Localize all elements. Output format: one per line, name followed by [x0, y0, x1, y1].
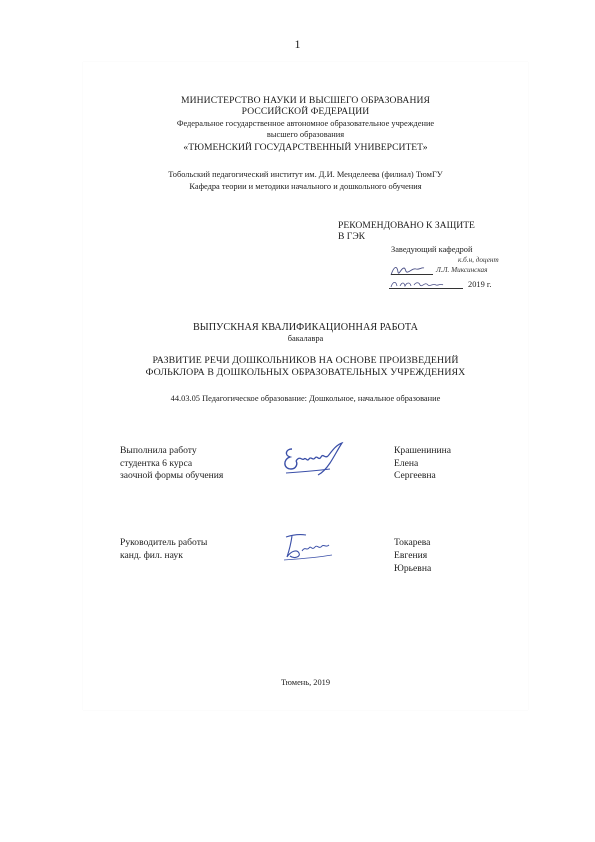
- page-number: 1: [294, 37, 301, 51]
- supervisor-patronymic: Юрьевна: [394, 563, 432, 574]
- topic-line-2: ФОЛЬКЛОРА В ДОШКОЛЬНЫХ ОБРАЗОВАТЕЛЬНЫХ УЧРЕЖДЕНИЯХ: [145, 367, 466, 378]
- recommendation-line-2: В ГЭК: [338, 231, 366, 242]
- branch-name: Тобольский педагогический институт им. Д.И. Менделеева (филиал) ТюмГУ: [168, 170, 443, 179]
- author-patronymic: Сергеевна: [394, 470, 436, 481]
- work-level: бакалавра: [287, 334, 324, 343]
- author-first-name: Елена: [394, 458, 419, 469]
- date-line: [389, 288, 463, 289]
- university-name: «ТЮМЕНСКИЙ ГОСУДАРСТВЕННЫЙ УНИВЕРСИТЕТ»: [183, 142, 428, 153]
- supervisor-signature-icon: [278, 529, 346, 565]
- head-of-department-label: Заведующий кафедрой: [391, 245, 473, 254]
- scanned-title-page: [83, 62, 528, 710]
- author-label-2: студентка 6 курса: [120, 458, 193, 469]
- recommendation-year: 2019 г.: [468, 280, 492, 289]
- head-degree: к.б.н, доцент: [458, 256, 499, 264]
- institution-type-line-2: высшего образования: [266, 130, 345, 139]
- signature-line: [391, 274, 433, 275]
- program-line: 44.03.05 Педагогическое образование: Дошкольное, начальное образование: [170, 394, 441, 403]
- city-year: Тюмень, 2019: [280, 678, 331, 687]
- author-label-1: Выполнила работу: [120, 445, 197, 456]
- author-surname: Крашенинина: [394, 445, 452, 456]
- supervisor-surname: Токарева: [394, 537, 431, 548]
- supervisor-first-name: Евгения: [394, 550, 428, 561]
- head-name: Л.Л. Миксинская: [436, 266, 488, 274]
- topic-line-1: РАЗВИТИЕ РЕЧИ ДОШКОЛЬНИКОВ НА ОСНОВЕ ПРОИЗВЕДЕНИЙ: [152, 355, 459, 366]
- head-signature-icon: [389, 262, 435, 278]
- work-type: ВЫПУСКНАЯ КВАЛИФИКАЦИОННАЯ РАБОТА: [192, 322, 419, 333]
- author-signature-icon: [278, 439, 350, 485]
- institution-type-line-1: Федеральное государственное автономное образовательное учреждение: [176, 119, 435, 128]
- author-label-3: заочной формы обучения: [120, 470, 224, 481]
- department-name: Кафедра теории и методики начального и дошкольного обучения: [189, 182, 422, 191]
- ministry-line-1: МИНИСТЕРСТВО НАУКИ И ВЫСШЕГО ОБРАЗОВАНИЯ: [180, 95, 430, 106]
- ministry-line-2: РОССИЙСКОЙ ФЕДЕРАЦИИ: [241, 106, 370, 117]
- recommendation-line-1: РЕКОМЕНДОВАНО К ЗАЩИТЕ: [338, 220, 475, 231]
- supervisor-label-1: Руководитель работы: [120, 537, 208, 548]
- supervisor-label-2: канд. фил. наук: [120, 550, 183, 561]
